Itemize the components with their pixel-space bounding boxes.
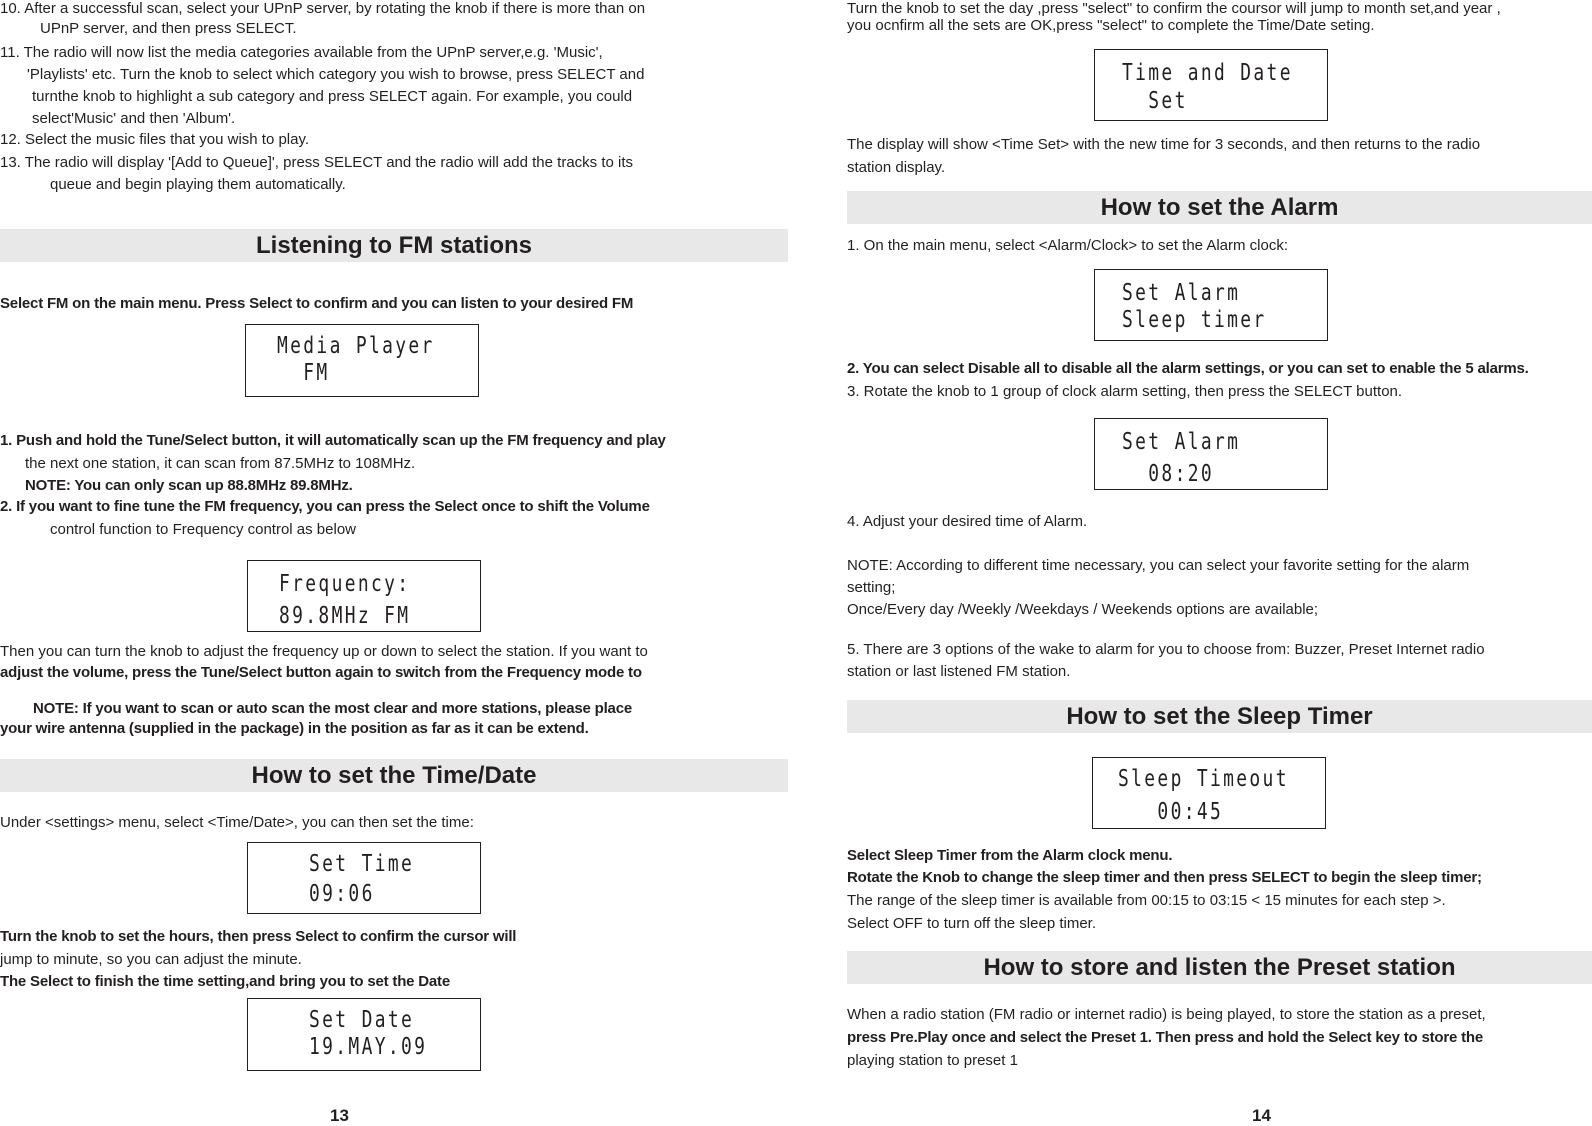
lcd-sleep-timeout: Sleep Timeout 00:45 bbox=[1092, 757, 1326, 829]
alarm-step-3: 3. Rotate the knob to 1 group of clock alarm setting, then press the SELECT button. bbox=[847, 383, 1403, 400]
intro-line: 10. After a successful scan, select your UPnP server, by rotating the knob if there is more than on bbox=[0, 0, 646, 17]
intro-line: 'Playlists' etc. Turn the knob to select which category you wish to browse, press SELECT and bbox=[27, 66, 645, 83]
page-number: 14 bbox=[1252, 1106, 1271, 1125]
alarm-note: setting; bbox=[847, 579, 896, 596]
fm-note-2a: NOTE: If you want to scan or auto scan the most clear and more stations, please place bbox=[33, 700, 632, 717]
lcd-media-player: Media Player FM bbox=[245, 324, 479, 397]
alarm-step-5: 5. There are 3 options of the wake to alarm for you to choose from: Buzzer, Preset Internet radio bbox=[847, 641, 1485, 658]
preset-line: playing station to preset 1 bbox=[847, 1052, 1018, 1069]
preset-line: press Pre.Play once and select the Preset 1. Then press and hold the Select key to store the bbox=[847, 1029, 1484, 1046]
lcd-set-time: Set Time 09:06 bbox=[247, 842, 481, 914]
fm-step-1-cont: the next one station, it can scan from 87.5MHz to 108MHz. bbox=[25, 455, 416, 472]
lcd-time-and-date: Time and Date Set bbox=[1094, 49, 1328, 121]
fm-intro: Select FM on the main menu. Press Select to confirm and you can listen to your desired FM bbox=[0, 295, 634, 312]
alarm-section-heading: How to set the Alarm bbox=[847, 191, 1592, 224]
lcd-set-alarm-time: Set Alarm 08:20 bbox=[1094, 418, 1328, 490]
fm-adjust: adjust the volume, press the Tune/Select button again to switch from the Frequency mode to bbox=[0, 664, 642, 681]
display-line: station display. bbox=[847, 159, 946, 176]
sleep-line: Select Sleep Timer from the Alarm clock menu. bbox=[847, 847, 1173, 864]
intro-line: turnthe knob to highlight a sub category and press SELECT again. For example, you could bbox=[32, 88, 633, 105]
time-intro: Under <settings> menu, select <Time/Date>, you can then set the time: bbox=[0, 814, 474, 831]
intro-line: 13. The radio will display '[Add to Queue]', press SELECT and the radio will add the tracks to its bbox=[0, 154, 634, 171]
intro-line: UPnP server, and then press SELECT. bbox=[40, 20, 297, 37]
intro-line: select'Music' and then 'Album'. bbox=[32, 110, 236, 127]
sleep-line: The range of the sleep timer is available from 00:15 to 03:15 < 15 minutes for each step >. bbox=[847, 892, 1446, 909]
sleep-line: Select OFF to turn off the sleep timer. bbox=[847, 915, 1097, 932]
preset-section-heading: How to store and listen the Preset station bbox=[847, 951, 1592, 984]
lcd-set-alarm-menu: Set Alarm Sleep timer bbox=[1094, 269, 1328, 341]
intro-line: 12. Select the music files that you wish to play. bbox=[0, 131, 310, 148]
intro-line: queue and begin playing them automatically. bbox=[50, 176, 346, 193]
alarm-step-4: 4. Adjust your desired time of Alarm. bbox=[847, 513, 1088, 530]
fm-step-2-cont: control function to Frequency control as below bbox=[50, 521, 356, 538]
fm-step-2: 2. If you want to fine tune the FM frequency, you can press the Select once to shift the Volume bbox=[0, 498, 650, 515]
fm-step-1: 1. Push and hold the Tune/Select button, it will automatically scan up the FM frequency and play bbox=[0, 432, 666, 449]
fm-note-2b: your wire antenna (supplied in the package) in the position as far as it can be extend. bbox=[0, 720, 589, 737]
lcd-frequency: Frequency: 89.8MHz FM bbox=[247, 560, 481, 632]
time-section-heading: How to set the Time/Date bbox=[0, 759, 788, 792]
fm-section-heading: Listening to FM stations bbox=[0, 229, 788, 262]
alarm-note: Once/Every day /Weekly /Weekdays / Weekends options are available; bbox=[847, 601, 1319, 618]
display-line: The display will show <Time Set> with the new time for 3 seconds, and then returns to the radio bbox=[847, 136, 1481, 153]
fm-then: Then you can turn the knob to adjust the frequency up or down to select the station. If you want to bbox=[0, 643, 648, 660]
intro-line: 11. The radio will now list the media categories available from the UPnP server,e.g. 'Music', bbox=[0, 44, 603, 61]
time-finish: The Select to finish the time setting,and bring you to set the Date bbox=[0, 973, 450, 990]
alarm-step-1: 1. On the main menu, select <Alarm/Clock> to set the Alarm clock: bbox=[847, 237, 1289, 254]
alarm-step-2: 2. You can select Disable all to disable all the alarm settings, or you can set to enable the 5 alarms. bbox=[847, 360, 1529, 377]
lcd-set-date: Set Date 19.MAY.09 bbox=[247, 998, 481, 1071]
preset-line: When a radio station (FM radio or internet radio) is being played, to store the station as a preset, bbox=[847, 1006, 1486, 1023]
timedate-line: you ocnfirm all the sets are OK,press "select" to complete the Time/Date seting. bbox=[847, 17, 1375, 34]
alarm-note: NOTE: According to different time necessary, you can select your favorite setting for the alarm bbox=[847, 557, 1470, 574]
fm-note-1: NOTE: You can only scan up 88.8MHz 89.8MHz. bbox=[25, 477, 353, 494]
time-jump: jump to minute, so you can adjust the minute. bbox=[0, 951, 302, 968]
timedate-line: Turn the knob to set the day ,press "select" to confirm the coursor will jump to month set,and year , bbox=[847, 0, 1501, 17]
sleep-section-heading: How to set the Sleep Timer bbox=[847, 700, 1592, 733]
sleep-line: Rotate the Knob to change the sleep timer and then press SELECT to begin the sleep timer; bbox=[847, 869, 1482, 886]
alarm-step-5: station or last listened FM station. bbox=[847, 663, 1071, 680]
time-turn: Turn the knob to set the hours, then press Select to confirm the cursor will bbox=[0, 928, 517, 945]
page-number: 13 bbox=[330, 1106, 349, 1125]
